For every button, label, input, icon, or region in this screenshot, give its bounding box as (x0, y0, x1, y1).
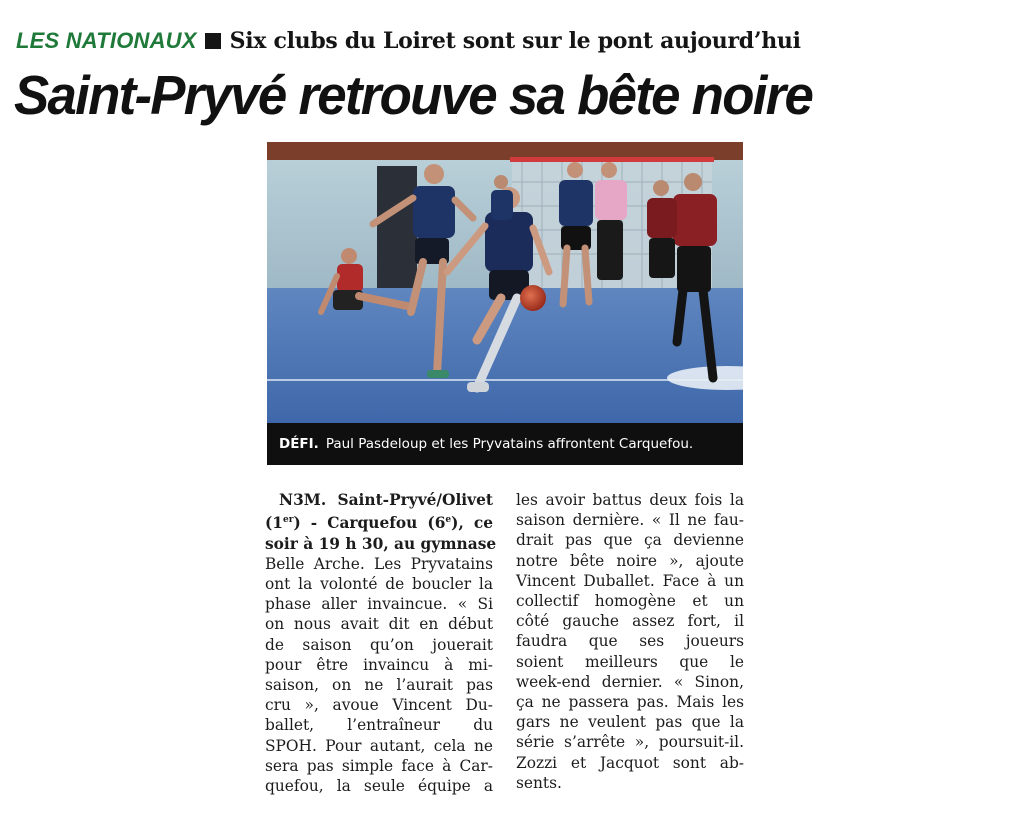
article-line: ballet, l’entraîneur du (265, 716, 493, 735)
article-line: saison dernière. « Il ne fau- (516, 511, 744, 530)
article-line: (1er) - Carquefou (6e), ce (265, 514, 493, 533)
deck-line: Six clubs du Loiret sont sur le pont aujourd’hui (229, 28, 801, 54)
article-line: ont la volonté de boucler la (265, 574, 493, 593)
handball-scene-image (267, 142, 743, 423)
caption-lead: DÉFI. (279, 436, 319, 452)
headline: Saint-Pryvé retrouve sa bête noire (14, 64, 813, 126)
article-line: faudra que ses joueurs (516, 632, 744, 651)
article-line: Zozzi et Jacquot sont ab- (516, 753, 744, 772)
article-line: cru », avoue Vincent Du- (265, 696, 493, 715)
square-bullet-icon (205, 33, 221, 49)
article-line: côté gauche assez fort, il (516, 612, 744, 631)
article-line: notre bête noire », ajoute (516, 551, 744, 570)
caption-text: Paul Pasdeloup et les Pryvatains affrontent Carquefou. (325, 436, 694, 452)
article-line: saison, on ne l’aurait pas (265, 675, 493, 694)
article-photo (267, 142, 743, 465)
article-line: drait pas que ça devienne (516, 531, 744, 550)
article-line: série s’arrête », poursuit-il. (516, 733, 744, 752)
article-line: Vincent Duballet. Face à un (516, 571, 744, 590)
article-line: soir à 19 h 30, au gymnase (265, 534, 497, 553)
article-line: SPOH. Pour autant, cela ne (265, 736, 493, 755)
article-line: sera pas simple face à Car- (265, 756, 493, 775)
kicker (16, 24, 801, 58)
article-line: phase aller invaincue. « Si (265, 595, 493, 614)
article-line: ça ne passera pas. Mais les (516, 693, 744, 712)
section-label: LES NATIONAUX (16, 28, 197, 53)
article-line: collectif homogène et un (516, 592, 744, 611)
article-line: soient meilleurs que le (516, 652, 744, 671)
article-line: quefou, la seule équipe a (265, 776, 493, 795)
article-line: week-end dernier. « Sinon, (516, 672, 744, 691)
article-line: de saison qu’on jouerait (265, 635, 493, 654)
article-line: pour être invaincu à mi- (265, 655, 493, 674)
article-line: N3M. Saint-Pryvé/Olivet (279, 491, 493, 509)
article-line: Belle Arche. Les Pryvatains (265, 554, 493, 573)
article-column-1 (265, 490, 497, 796)
article-line: on nous avait dit en début (265, 615, 493, 634)
photo-caption (267, 423, 743, 465)
article-line: les avoir battus deux fois la (516, 491, 744, 509)
article-line: sents. (516, 773, 562, 792)
article-column-2 (516, 490, 744, 793)
article-line: gars ne veulent pas que la (516, 713, 744, 732)
